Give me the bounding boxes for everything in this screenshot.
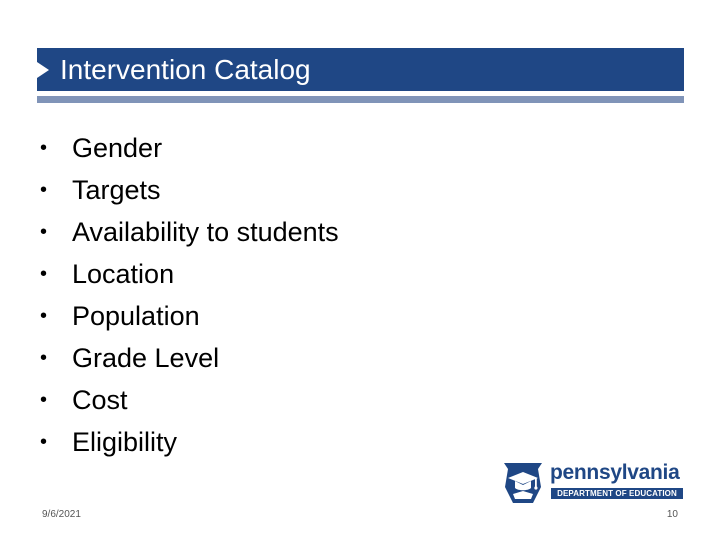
bullet-icon: • xyxy=(40,431,48,453)
bullet-text: Eligibility xyxy=(72,427,178,457)
bullet-icon: • xyxy=(40,137,48,159)
bullet-text: Cost xyxy=(72,385,128,415)
bullet-list xyxy=(40,127,339,463)
list-item xyxy=(40,421,339,463)
bullet-icon: • xyxy=(40,263,48,285)
bullet-icon: • xyxy=(40,389,48,411)
list-item xyxy=(40,379,339,421)
keystone-graduation-cap-icon xyxy=(500,461,546,507)
list-item xyxy=(40,337,339,379)
bullet-icon: • xyxy=(40,305,48,327)
bullet-icon: • xyxy=(40,179,48,201)
bullet-icon: • xyxy=(40,347,48,369)
list-item xyxy=(40,211,339,253)
list-item xyxy=(40,127,339,169)
bullet-text: Location xyxy=(72,259,175,289)
pde-logo xyxy=(500,461,684,507)
slide-title: Intervention Catalog xyxy=(60,54,311,85)
list-item xyxy=(40,253,339,295)
bullet-text: Population xyxy=(72,301,200,331)
bullet-icon: • xyxy=(40,221,48,243)
logo-wordmark: pennsylvania xyxy=(550,461,680,484)
logo-department-text: DEPARTMENT OF EDUCATION xyxy=(551,488,683,499)
footer-date: 9/6/2021 xyxy=(42,509,81,520)
list-item xyxy=(40,169,339,211)
page-number: 10 xyxy=(666,509,678,520)
bullet-text: Grade Level xyxy=(72,343,220,373)
list-item xyxy=(40,295,339,337)
arrow-right-icon xyxy=(37,62,49,78)
bullet-text: Availability to students xyxy=(72,217,339,247)
bullet-text: Targets xyxy=(72,175,161,205)
title-divider xyxy=(37,96,684,103)
bullet-text: Gender xyxy=(72,133,163,163)
